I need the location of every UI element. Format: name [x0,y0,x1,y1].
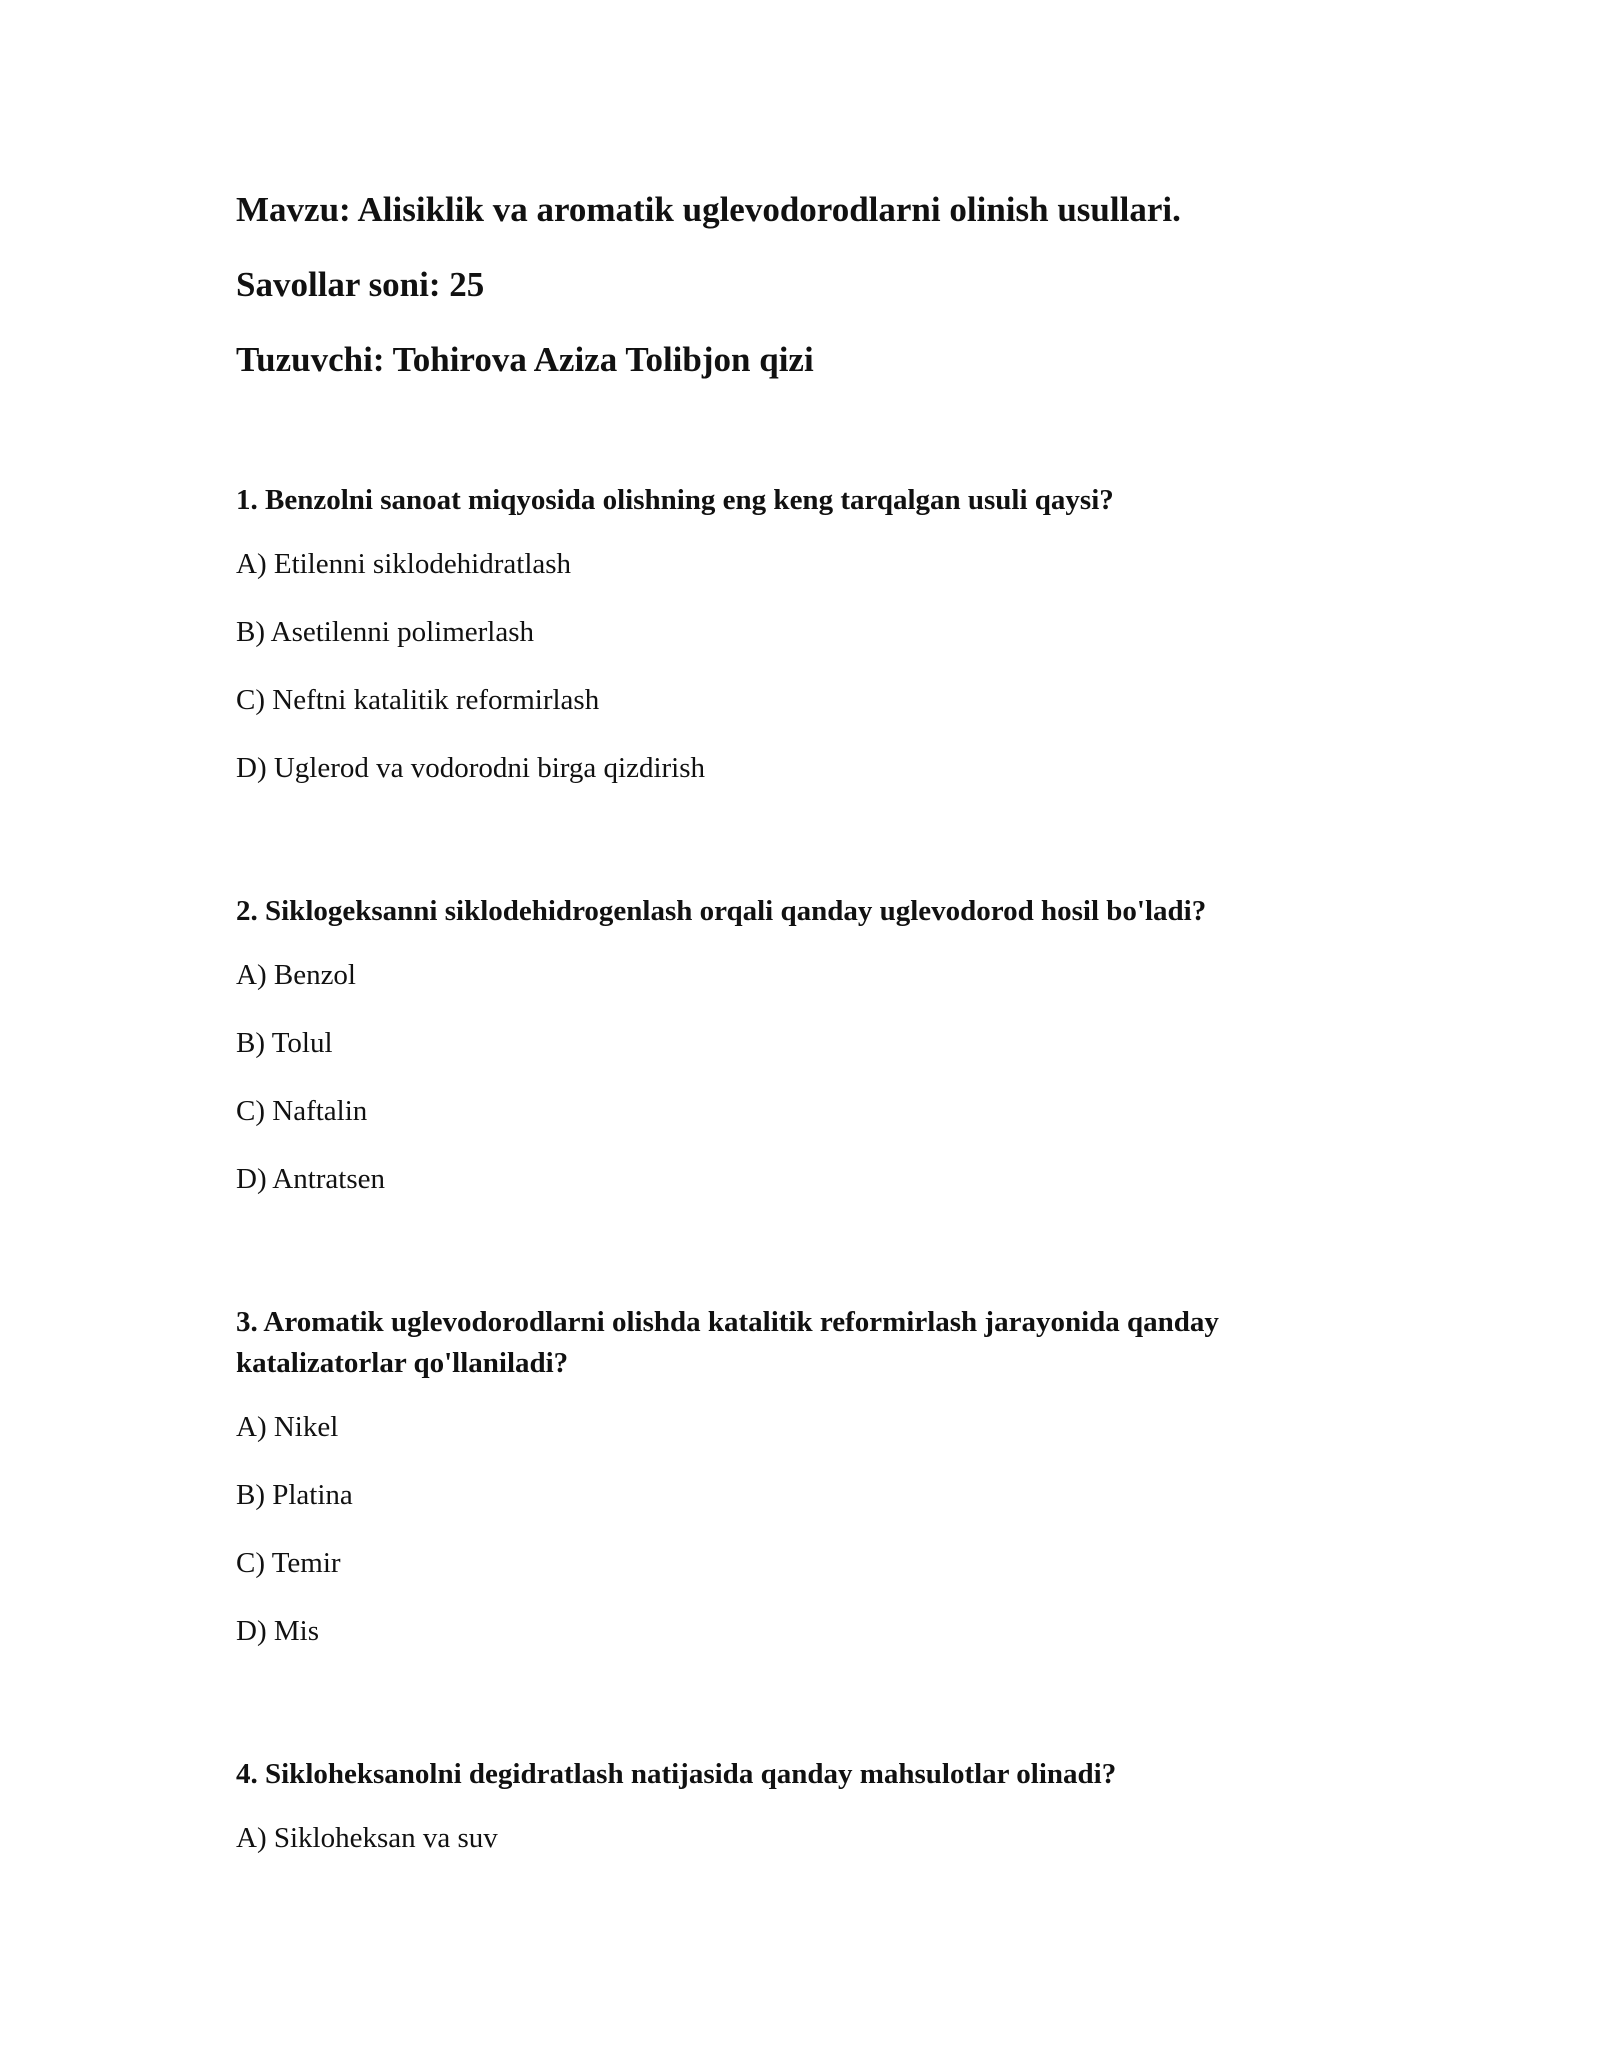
question-text: 1. Benzolni sanoat miqyosida olishning eng keng tarqalgan usuli qaysi? [236,484,1114,516]
author-line: Tuzuvchi: Tohirova Aziza Tolibjon qizi [236,340,814,379]
option-d: D) Antratsen [236,1163,385,1195]
option-a: A) Sikloheksan va suv [236,1822,498,1854]
option-a: A) Benzol [236,959,356,991]
question-list [236,480,1366,1859]
question-1 [236,480,1366,789]
question-4 [236,1754,1366,1859]
option-b: B) Platina [236,1479,353,1511]
document-header [236,186,1366,384]
topic-heading: Mavzu: Alisiklik va aromatik uglevodorodlarni olinish usullari. [236,190,1181,229]
question-text: 4. Sikloheksanolni degidratlash natijasida qanday mahsulotlar olinadi? [236,1758,1117,1790]
document-content [236,186,1366,1961]
option-c: C) Naftalin [236,1095,368,1127]
option-c: C) Temir [236,1547,341,1579]
option-a: A) Etilenni siklodehidratlash [236,548,572,580]
question-text: 2. Siklogeksanni siklodehidrogenlash orqali qanday uglevodorod hosil bo'ladi? [236,895,1207,927]
option-c: C) Neftni katalitik reformirlash [236,684,600,716]
option-b: B) Tolul [236,1027,333,1059]
question-count: Savollar soni: 25 [236,265,485,304]
question-text: 3. Aromatik uglevodorodlarni olishda katalitik reformirlash jarayonida qanday katalizatorlar qo'llaniladi? [236,1306,1219,1379]
question-3 [236,1302,1366,1652]
option-d: D) Uglerod va vodorodni birga qizdirish [236,752,706,784]
option-b: B) Asetilenni polimerlash [236,616,535,648]
option-d: D) Mis [236,1615,319,1647]
option-a: A) Nikel [236,1411,339,1443]
question-2 [236,891,1366,1200]
